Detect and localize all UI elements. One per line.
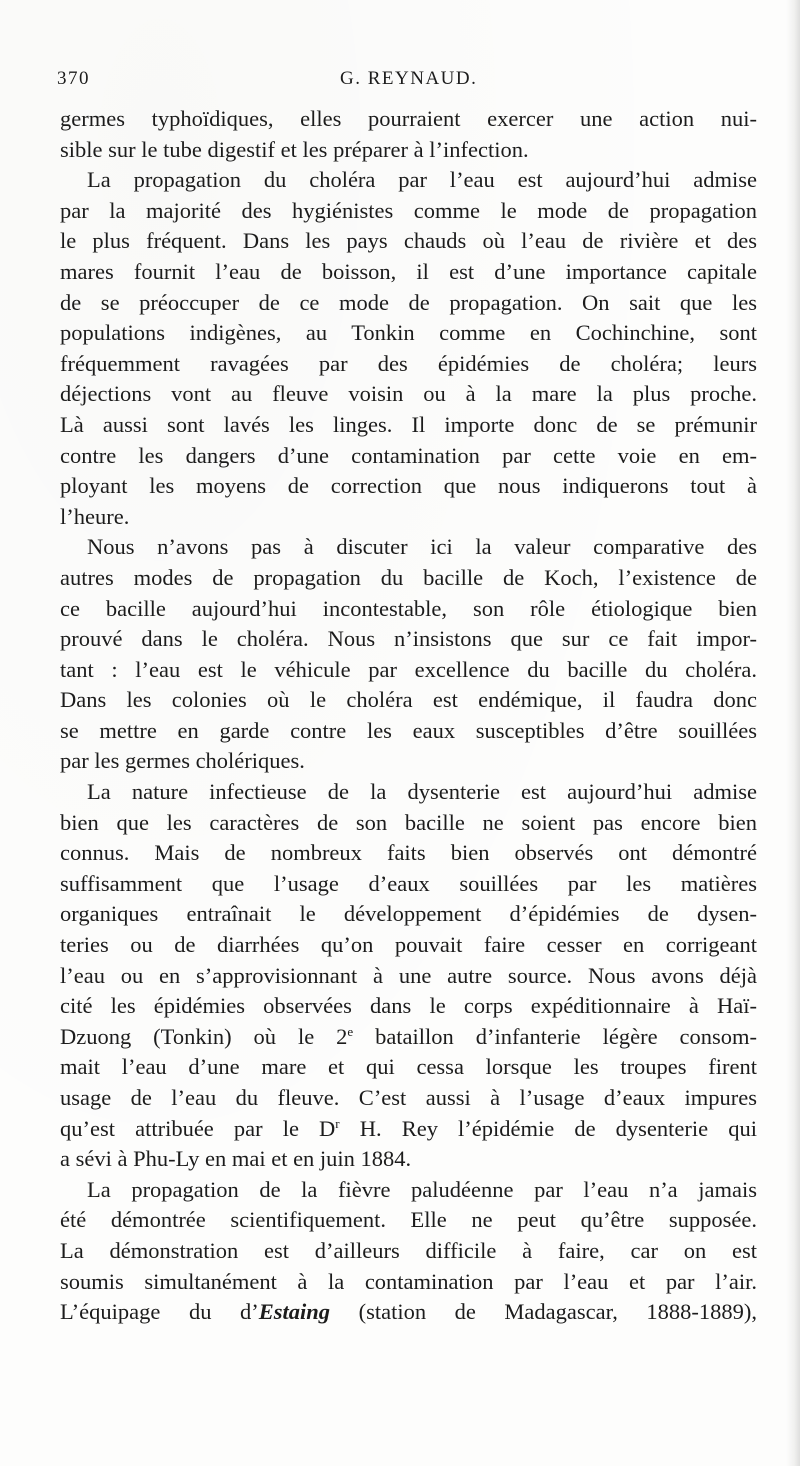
text-line: populations indigènes, au Tonkin comme en Cochinchine, sont [60, 320, 757, 346]
text-line: tant : l’eau est le véhicule par excellence du bacille du choléra. [60, 656, 757, 682]
running-title: G. REYNAUD. [340, 68, 478, 89]
text-fragment: (station de Madagascar, 1888-1889), [330, 1299, 758, 1325]
page-number: 370 [57, 68, 90, 89]
page-edge-shadow [786, 0, 800, 1466]
text-line: connus. Mais de nombreux faits bien observés ont démontré [60, 840, 757, 866]
text-line: La démonstration est d’ailleurs difficile à faire, car on est [60, 1237, 757, 1263]
text-line: La propagation du choléra par l’eau est aujourd’hui admise [87, 167, 757, 193]
text-fragment: H. Rey l’épidémie de dysenterie qui [339, 1115, 757, 1141]
text-line: déjections vont au fleuve voisin ou à la mare la plus proche. [60, 381, 757, 407]
text-line: soumis simultanément à la contamination par l’eau et par l’air. [60, 1268, 757, 1294]
text-line: autres modes de propagation du bacille de Koch, l’existence de [60, 564, 757, 590]
text-line: fréquemment ravagées par des épidémies de choléra; leurs [60, 350, 757, 376]
text-line: prouvé dans le choléra. Nous n’insistons que sur ce fait impor- [60, 626, 757, 652]
text-fragment: L’équipage du d’ [60, 1299, 259, 1325]
text-line: Là aussi sont lavés les linges. Il importe donc de se prémunir [60, 411, 757, 437]
text-line [60, 1114, 757, 1145]
text-line: par la majorité des hygiénistes comme le mode de propagation [60, 197, 757, 223]
text-line: organiques entraînait le développement d’épidémies de dysen- [60, 901, 757, 927]
text-fragment: Dzuong (Tonkin) où le 2 [60, 1023, 348, 1049]
text-line: usage de l’eau du fleuve. C’est aussi à l’usage d’eaux impures [60, 1085, 757, 1110]
text-fragment: bataillon d’infanterie légère consom- [353, 1023, 757, 1049]
text-line: par les germes cholériques. [60, 748, 305, 774]
text-line: mares fournit l’eau de boisson, il est d’une importance capitale [60, 258, 757, 284]
text-line [60, 1022, 757, 1053]
text-line: contre les dangers d’une contamination par cette voie en em- [60, 442, 757, 468]
text-line: suffisamment que l’usage d’eaux souillées par les matières [60, 870, 757, 896]
text-line: Nous n’avons pas à discuter ici la valeur comparative des [87, 534, 757, 560]
text-line: teries ou de diarrhées qu’on pouvait faire cesser en corrigeant [60, 932, 757, 958]
text-fragment: qu’est attribuée par le D [60, 1115, 336, 1141]
text-line: le plus fréquent. Dans les pays chauds où l’eau de rivière et des [60, 228, 757, 254]
text-line: ployant les moyens de correction que nous indiquerons tout à [60, 473, 757, 499]
text-line: germes typhoïdiques, elles pourraient exercer une action nui- [60, 106, 757, 131]
text-line: l’eau ou en s’approvisionnant à une autre source. Nous avons déjà [60, 962, 757, 988]
text-line: bien que les caractères de son bacille ne soient pas encore bien [60, 809, 757, 835]
text-line: l’heure. [60, 503, 130, 529]
running-head [57, 68, 707, 94]
text-line: mait l’eau d’une mare et qui cessa lorsque les troupes firent [60, 1054, 757, 1080]
ship-name: Estaing [258, 1299, 331, 1325]
text-line: de se préoccuper de ce mode de propagation. On sait que les [60, 289, 757, 315]
body-text [60, 104, 757, 1328]
text-line: a sévi à Phu-Ly en mai et en juin 1884. [60, 1146, 412, 1172]
text-line: Dans les colonies où le choléra est endémique, il faudra donc [60, 687, 757, 713]
text-line: La nature infectieuse de la dysenterie est aujourd’hui admise [87, 779, 757, 805]
text-line: La propagation de la fièvre paludéenne par l’eau n’a jamais [87, 1176, 757, 1202]
superscript: e [347, 1023, 354, 1039]
text-line: été démontrée scientifiquement. Elle ne peut qu’être supposée. [60, 1207, 757, 1233]
superscript: r [335, 1115, 340, 1131]
text-line: ce bacille aujourd’hui incontestable, son rôle étiologique bien [60, 595, 757, 621]
text-line: sible sur le tube digestif et les préparer à l’infection. [60, 136, 529, 162]
text-line [60, 1297, 757, 1328]
text-line: se mettre en garde contre les eaux susceptibles d’être souillées [60, 717, 757, 743]
text-line: cité les épidémies observées dans le corps expéditionnaire à Haï- [60, 993, 757, 1019]
